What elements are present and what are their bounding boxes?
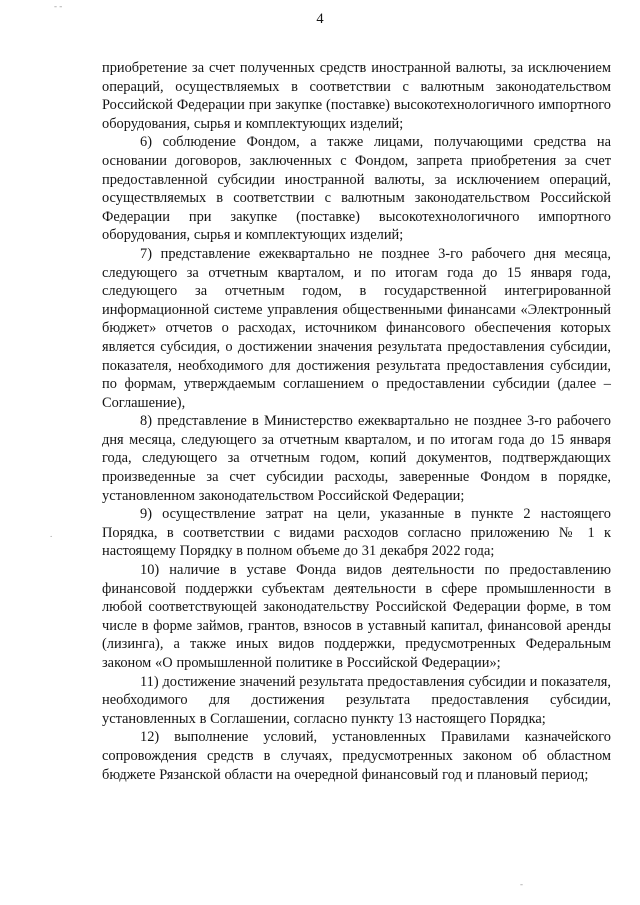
paragraph-item-8: 8) представление в Министерство ежеквартально не позднее 3-го рабочего дня месяца, следующего за отчетным кварталом, и по итогам года до 15 января года, следующего за отчетным годом, копий документов, подтверждающих произведенные за счет субсидии расходы, заверенные Фондом в порядке, установленном законодательством Российской Федерации; — [102, 413, 611, 504]
scan-artifact-mark: - — [520, 879, 523, 889]
body-text — [102, 59, 611, 784]
paragraph-item-6: 6) соблюдение Фондом, а также лицами, получающими средства на основании договоров, заключенных с Фондом, запрета приобретения за счет предоставленной субсидии иностранной валюты, за исключением операций, осуществляемых в соответствии с валютным законодательством Российской Федерации при закупке (поставке) высокотехнологичного импортного оборудования, сырья и комплектующих изделий; — [102, 134, 611, 244]
paragraph-item-11: 11) достижение значений результата предоставления субсидии и показателя, необходимого для достижения результата предоставления субсидии, установленных в Соглашении, согласно пункту 13 настоящего Порядка; — [102, 673, 611, 727]
paragraph-item-9: 9) осуществление затрат на цели, указанные в пункте 2 настоящего Порядка, в соответствии с видами расходов согласно приложению № 1 к настоящему Порядку в полном объеме до 31 декабря 2022 года; — [102, 506, 611, 560]
paragraph-continuation: приобретение за счет полученных средств иностранной валюты, за исключением операций, осуществляемых в соответствии с валютным законодательством Российской Федерации при закупке (поставке) высокотехнологичного импортного оборудования, сырья и комплектующих изделий; — [102, 60, 611, 132]
scan-artifact-mark: - - — [54, 1, 63, 11]
page-number: 4 — [316, 11, 324, 27]
scan-artifact-mark: . — [50, 529, 53, 539]
paragraph-item-7: 7) представление ежеквартально не позднее 3-го рабочего дня месяца, следующего за отчетным кварталом, и по итогам года до 15 января года, следующего за отчетным годом, в государственной интегрированной информационной системе управления общественными финансами «Электронный бюджет» отчетов о расходах, источником финансового обеспечения которых является субсидия, о достижении значения результата предоставления субсидии, показателя, необходимого для достижения результата предоставления субсидии, по формам, утверждаемым соглашением о предоставлении субсидии (далее – Соглашение), — [102, 245, 611, 411]
paragraph-item-10: 10) наличие в уставе Фонда видов деятельности по предоставлению финансовой поддержки субъектам деятельности в сфере промышленности в любой соответствующей законодательству Российской Федерации форме, в том числе в форме займов, грантов, взносов в уставный капитал, финансовой аренды (лизинга), а также иных видов поддержки, предусмотренных Федеральным законом «О промышленной политике в Российской Федерации»; — [102, 562, 611, 671]
paragraph-item-12: 12) выполнение условий, установленных Правилами казначейского сопровождения средств в случаях, предусмотренных законом об областном бюджете Рязанской области на очередной финансовый год и плановый период; — [102, 729, 611, 783]
